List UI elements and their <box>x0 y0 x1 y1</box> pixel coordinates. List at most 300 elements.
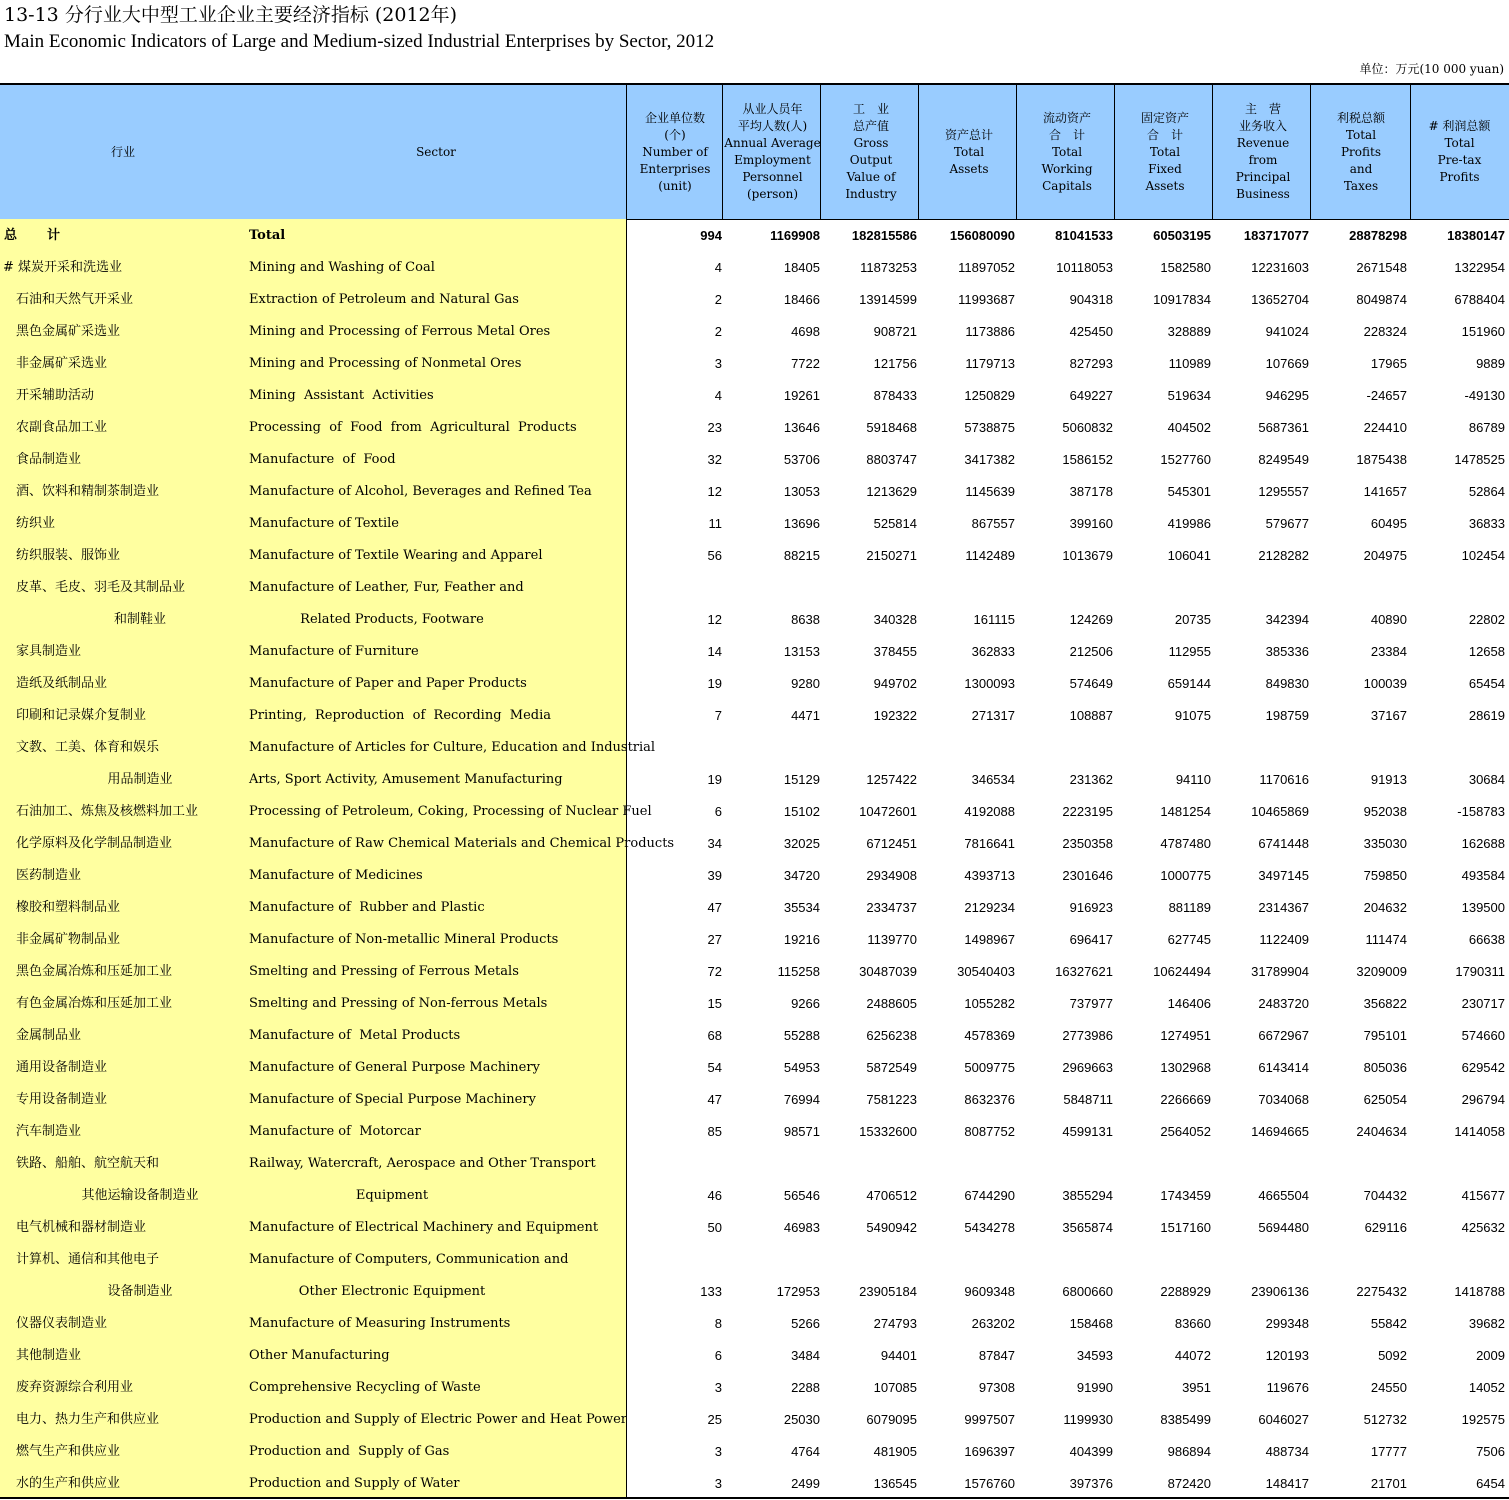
table-row <box>0 1340 1509 1372</box>
cell-employment: 13646 <box>783 420 820 435</box>
cell-pretax-profits: 36833 <box>1468 516 1505 531</box>
cell-enterprises: 47 <box>707 900 722 915</box>
sector-name-zh: 家具制造业 <box>16 644 82 659</box>
cell-fixed-assets: 872420 <box>1167 1476 1211 1491</box>
cell-pretax-profits: 1414058 <box>1454 1124 1505 1139</box>
header-employment: 从业人员年 平均人数(人) Annual Average Employment Personnel (person) <box>724 102 821 201</box>
cell-working-capitals: 4599131 <box>1062 1124 1113 1139</box>
cell-profits-taxes: 2404634 <box>1356 1124 1407 1139</box>
cell-revenue: 5694480 <box>1258 1220 1309 1235</box>
cell-profits-taxes: 356822 <box>1363 996 1407 1011</box>
cell-working-capitals: 124269 <box>1069 612 1113 627</box>
cell-fixed-assets: 1582580 <box>1160 260 1211 275</box>
header-revenue: 主 营 业务收入 Revenue from Principal Business <box>1235 102 1291 201</box>
sector-name-zh: 石油和天然气开采业 <box>16 292 134 307</box>
sector-name-zh: 设备制造业 <box>107 1284 173 1299</box>
sector-name-en: Mining Assistant Activities <box>249 388 434 403</box>
cell-profits-taxes: 91913 <box>1370 772 1407 787</box>
cell-enterprises: 23 <box>707 420 722 435</box>
cell-gross-output: 340328 <box>873 612 917 627</box>
cell-enterprises: 12 <box>707 612 722 627</box>
cell-total-assets: 5434278 <box>964 1220 1015 1235</box>
cell-gross-output: 6256238 <box>866 1028 917 1043</box>
sector-name-zh: 非金属矿采选业 <box>16 356 108 371</box>
cell-gross-output: 8803747 <box>866 452 917 467</box>
sector-name-en: Processing of Petroleum, Coking, Processing of Nuclear Fuel <box>249 804 652 819</box>
table-row <box>0 1468 1509 1500</box>
cell-pretax-profits: 102454 <box>1461 548 1505 563</box>
cell-revenue: 579677 <box>1265 516 1309 531</box>
cell-enterprises: 3 <box>714 1476 722 1491</box>
cell-fixed-assets: 2288929 <box>1160 1284 1211 1299</box>
cell-enterprises: 14 <box>707 644 722 659</box>
cell-enterprises: 3 <box>714 356 722 371</box>
cell-fixed-assets <box>1115 1244 1211 1276</box>
cell-enterprises: 133 <box>700 1284 722 1299</box>
cell-gross-output: 10472601 <box>859 804 917 819</box>
cell-fixed-assets: 328889 <box>1167 324 1211 339</box>
cell-pretax-profits: 6788404 <box>1454 292 1505 307</box>
sector-name-zh: 电气机械和器材制造业 <box>16 1220 147 1235</box>
table-row <box>0 604 1509 636</box>
cell-pretax-profits: 22802 <box>1468 612 1505 627</box>
table-header <box>0 85 1509 220</box>
sector-name-zh: 水的生产和供应业 <box>16 1476 121 1491</box>
sector-name-zh: 皮革、毛皮、羽毛及其制品业 <box>16 580 186 595</box>
table-row <box>0 700 1509 732</box>
cell-total-assets: 8087752 <box>964 1124 1015 1139</box>
cell-revenue: 385336 <box>1265 644 1309 659</box>
cell-working-capitals: 916923 <box>1069 900 1113 915</box>
cell-revenue: 23906136 <box>1251 1284 1309 1299</box>
cell-employment: 2499 <box>791 1476 820 1491</box>
sector-name-zh: 纺织服装、服饰业 <box>16 548 121 563</box>
cell-enterprises: 11 <box>708 516 722 531</box>
cell-gross-output: 481905 <box>873 1444 917 1459</box>
cell-enterprises: 2 <box>714 292 722 307</box>
cell-total-assets <box>919 732 1015 764</box>
cell-pretax-profits: 12658 <box>1468 644 1505 659</box>
table-row <box>0 636 1509 668</box>
cell-fixed-assets <box>1115 572 1211 604</box>
cell-employment: 76994 <box>783 1092 820 1107</box>
cell-total-assets: 4192088 <box>964 804 1015 819</box>
table-row <box>0 1436 1509 1468</box>
cell-employment: 9280 <box>791 676 820 691</box>
sector-name-en: Manufacture of Rubber and Plastic <box>249 900 485 915</box>
sector-name-zh: 电力、热力生产和供应业 <box>16 1412 160 1427</box>
cell-enterprises: 68 <box>707 1028 722 1043</box>
cell-revenue: 4665504 <box>1258 1188 1309 1203</box>
cell-pretax-profits: 629542 <box>1461 1060 1505 1075</box>
cell-revenue <box>1213 572 1309 604</box>
table-row <box>0 476 1509 508</box>
cell-employment: 25030 <box>783 1412 820 1427</box>
sector-name-zh: 废弃资源综合利用业 <box>16 1380 134 1395</box>
cell-revenue: 488734 <box>1265 1444 1309 1459</box>
cell-revenue: 31789904 <box>1251 964 1309 979</box>
table-row <box>0 860 1509 892</box>
cell-profits-taxes: 952038 <box>1363 804 1407 819</box>
sector-name-en: Processing of Food from Agricultural Products <box>249 420 577 435</box>
cell-profits-taxes: 2671548 <box>1356 260 1407 275</box>
cell-profits-taxes: 141657 <box>1363 484 1407 499</box>
cell-profits-taxes: 24550 <box>1370 1380 1407 1395</box>
table-row <box>0 988 1509 1020</box>
cell-employment: 19261 <box>783 388 820 403</box>
cell-employment: 115258 <box>777 964 820 979</box>
table-row <box>0 668 1509 700</box>
cell-working-capitals: 387178 <box>1069 484 1113 499</box>
cell-enterprises: 994 <box>700 228 722 243</box>
sector-name-en: Production and Supply of Gas <box>249 1444 450 1459</box>
cell-total-assets: 2129234 <box>964 900 1015 915</box>
cell-employment: 35534 <box>783 900 820 915</box>
table-row <box>0 1020 1509 1052</box>
table-row <box>0 380 1509 412</box>
cell-fixed-assets: 659144 <box>1167 676 1211 691</box>
sector-name-en: Manufacture of Special Purpose Machinery <box>249 1092 536 1107</box>
sector-name-zh: 化学原料及化学制品制造业 <box>16 836 173 851</box>
cell-total-assets: 1142489 <box>965 548 1015 563</box>
cell-fixed-assets: 1000775 <box>1160 868 1211 883</box>
cell-working-capitals: 91990 <box>1076 1380 1113 1395</box>
cell-gross-output: 107085 <box>873 1380 917 1395</box>
cell-profits-taxes: 704432 <box>1363 1188 1407 1203</box>
sector-name-zh: 农副食品加工业 <box>16 420 108 435</box>
sector-name-en: Manufacture of Non-metallic Mineral Products <box>249 932 559 947</box>
cell-working-capitals: 696417 <box>1069 932 1113 947</box>
cell-employment: 9266 <box>791 996 820 1011</box>
title-zh: 13-13 分行业大中型工业企业主要经济指标 (2012年) <box>4 4 458 26</box>
cell-profits-taxes: 21701 <box>1370 1476 1407 1491</box>
cell-gross-output: 5490942 <box>866 1220 917 1235</box>
sector-name-zh: 汽车制造业 <box>16 1124 82 1139</box>
cell-total-assets: 867557 <box>971 516 1015 531</box>
cell-employment: 13153 <box>783 644 820 659</box>
cell-fixed-assets: 986894 <box>1167 1444 1211 1459</box>
cell-profits-taxes: 3209009 <box>1356 964 1407 979</box>
sector-name-zh: 造纸及纸制品业 <box>16 676 108 691</box>
cell-employment <box>724 1148 820 1180</box>
cell-working-capitals: 1199930 <box>1063 1412 1113 1427</box>
sector-name-en: Mining and Processing of Nonmetal Ores <box>249 356 522 371</box>
cell-profits-taxes <box>1311 1244 1407 1276</box>
cell-pretax-profits: 30684 <box>1468 772 1505 787</box>
title-en: Main Economic Indicators of Large and Medium-sized Industrial Enterprises by Sector, 2012 <box>4 31 715 52</box>
sector-name-en: Manufacture of Computers, Communication and <box>249 1252 569 1267</box>
cell-fixed-assets: 1743459 <box>1160 1188 1211 1203</box>
cell-fixed-assets: 8385499 <box>1160 1412 1211 1427</box>
cell-fixed-assets: 2266669 <box>1160 1092 1211 1107</box>
cell-total-assets: 30540403 <box>957 964 1015 979</box>
cell-employment: 13053 <box>783 484 820 499</box>
header-profits-taxes: 利税总额 Total Profits and Taxes <box>1336 110 1385 193</box>
sector-name-en: Mining and Washing of Coal <box>249 260 435 275</box>
table-row <box>0 572 1509 604</box>
cell-employment <box>724 1244 820 1276</box>
table-row <box>0 1372 1509 1404</box>
sector-name-en: Manufacture of Electrical Machinery and Equipment <box>249 1220 599 1235</box>
cell-working-capitals: 231362 <box>1069 772 1113 787</box>
cell-fixed-assets: 106041 <box>1167 548 1211 563</box>
cell-profits-taxes: 1875438 <box>1356 452 1407 467</box>
cell-revenue <box>1213 732 1309 764</box>
cell-working-capitals: 397376 <box>1069 1476 1113 1491</box>
sector-name-zh: 纺织业 <box>16 516 56 531</box>
cell-gross-output: 121756 <box>873 356 917 371</box>
cell-employment: 4698 <box>791 324 820 339</box>
sector-name-en: Printing, Reproduction of Recording Media <box>249 708 552 723</box>
cell-pretax-profits: 66638 <box>1468 932 1505 947</box>
header-separator <box>820 85 821 219</box>
cell-gross-output: 525814 <box>873 516 917 531</box>
table-row <box>0 252 1509 284</box>
cell-enterprises: 12 <box>707 484 722 499</box>
cell-profits-taxes: 512732 <box>1363 1412 1407 1427</box>
cell-working-capitals: 3565874 <box>1062 1220 1113 1235</box>
table-row <box>0 924 1509 956</box>
cell-profits-taxes <box>1311 732 1407 764</box>
cell-profits-taxes: -24657 <box>1366 388 1407 403</box>
cell-fixed-assets: 3951 <box>1182 1380 1211 1395</box>
cell-working-capitals: 399160 <box>1069 516 1113 531</box>
cell-employment: 4471 <box>791 708 820 723</box>
cell-employment: 4764 <box>791 1444 820 1459</box>
table-row <box>0 764 1509 796</box>
cell-working-capitals: 2350358 <box>1062 836 1113 851</box>
cell-enterprises: 19 <box>707 772 722 787</box>
cell-revenue: 3497145 <box>1258 868 1309 883</box>
cell-gross-output: 30487039 <box>859 964 917 979</box>
cell-enterprises: 72 <box>707 964 722 979</box>
cell-fixed-assets: 60503195 <box>1153 228 1211 243</box>
sector-name-en: Manufacture of Medicines <box>249 868 423 883</box>
cell-enterprises: 56 <box>707 548 722 563</box>
cell-working-capitals: 2223195 <box>1062 804 1113 819</box>
cell-revenue: 299348 <box>1265 1316 1309 1331</box>
cell-fixed-assets: 627745 <box>1167 932 1211 947</box>
cell-revenue: 6143414 <box>1258 1060 1309 1075</box>
cell-profits-taxes: 111474 <box>1365 932 1407 947</box>
cell-working-capitals <box>1017 572 1113 604</box>
cell-revenue: 8249549 <box>1258 452 1309 467</box>
cell-total-assets: 87847 <box>978 1348 1015 1363</box>
cell-employment: 18466 <box>783 292 820 307</box>
sector-name-zh: 用品制造业 <box>107 772 173 787</box>
cell-revenue: 2483720 <box>1258 996 1309 1011</box>
cell-revenue <box>1213 1244 1309 1276</box>
cell-profits-taxes: 228324 <box>1363 324 1407 339</box>
cell-enterprises: 85 <box>707 1124 722 1139</box>
cell-fixed-assets: 44072 <box>1174 1348 1211 1363</box>
sector-name-en: Manufacture of Motorcar <box>249 1124 421 1139</box>
cell-pretax-profits: 574660 <box>1461 1028 1505 1043</box>
sector-name-zh: 仪器仪表制造业 <box>16 1316 108 1331</box>
cell-revenue: 6046027 <box>1258 1412 1309 1427</box>
cell-enterprises: 32 <box>707 452 722 467</box>
cell-revenue: 2314367 <box>1258 900 1309 915</box>
cell-gross-output: 274793 <box>873 1316 917 1331</box>
cell-fixed-assets: 1274951 <box>1160 1028 1211 1043</box>
cell-total-assets: 7816641 <box>964 836 1015 851</box>
cell-working-capitals: 10118053 <box>1056 260 1113 275</box>
cell-profits-taxes: 60495 <box>1370 516 1407 531</box>
cell-revenue: 10465869 <box>1251 804 1309 819</box>
cell-pretax-profits <box>1409 1148 1505 1180</box>
cell-gross-output: 878433 <box>873 388 917 403</box>
cell-employment: 56546 <box>783 1188 820 1203</box>
cell-employment: 53706 <box>783 452 820 467</box>
sector-name-en: Arts, Sport Activity, Amusement Manufacturing <box>249 772 563 787</box>
cell-fixed-assets: 1527760 <box>1160 452 1211 467</box>
cell-revenue: 12231603 <box>1251 260 1309 275</box>
table-row <box>0 1052 1509 1084</box>
sector-name-zh: 食品制造业 <box>16 452 82 467</box>
sector-name-en: Manufacture of Textile Wearing and Apparel <box>249 548 543 563</box>
cell-gross-output <box>821 572 917 604</box>
cell-employment: 5266 <box>791 1316 820 1331</box>
cell-profits-taxes: 5092 <box>1378 1348 1407 1363</box>
cell-enterprises: 25 <box>707 1412 722 1427</box>
cell-working-capitals: 212506 <box>1069 644 1113 659</box>
cell-total-assets: 1145639 <box>965 484 1015 499</box>
table-row <box>0 796 1509 828</box>
cell-pretax-profits: 230717 <box>1461 996 1505 1011</box>
header-sector-zh: 行业 <box>110 144 135 159</box>
header-enterprises: 企业单位数 (个) Number of Enterprises (unit) <box>639 110 711 193</box>
cell-working-capitals: 16327621 <box>1055 964 1113 979</box>
cell-enterprises: 15 <box>707 996 722 1011</box>
table-row <box>0 508 1509 540</box>
sector-name-zh: 石油加工、炼焦及核燃料加工业 <box>16 804 199 819</box>
sector-name-zh: 橡胶和塑料制品业 <box>16 900 121 915</box>
sector-name-zh: 非金属矿物制品业 <box>16 932 121 947</box>
cell-working-capitals: 737977 <box>1069 996 1113 1011</box>
cell-total-assets: 161115 <box>973 612 1015 627</box>
cell-revenue: 1295557 <box>1258 484 1309 499</box>
cell-enterprises: 3 <box>714 1444 722 1459</box>
cell-profits-taxes: 805036 <box>1363 1060 1407 1075</box>
cell-fixed-assets: 110989 <box>1168 356 1211 371</box>
cell-profits-taxes: 629116 <box>1364 1220 1407 1235</box>
cell-revenue: 2128282 <box>1258 548 1309 563</box>
cell-employment: 88215 <box>783 548 820 563</box>
cell-total-assets: 6744290 <box>964 1188 1015 1203</box>
cell-gross-output: 15332600 <box>859 1124 917 1139</box>
cell-working-capitals: 425450 <box>1069 324 1113 339</box>
cell-working-capitals <box>1017 1244 1113 1276</box>
sector-name-en: Related Products, Footware <box>300 612 484 627</box>
cell-enterprises: 54 <box>707 1060 722 1075</box>
cell-pretax-profits: 192575 <box>1461 1412 1505 1427</box>
table-row <box>0 1244 1509 1276</box>
sector-name-zh: 开采辅助活动 <box>16 388 95 403</box>
cell-employment <box>724 572 820 604</box>
header-separator <box>1016 85 1017 219</box>
cell-pretax-profits: 52864 <box>1468 484 1505 499</box>
cell-pretax-profits: 296794 <box>1461 1092 1505 1107</box>
cell-pretax-profits <box>1409 1244 1505 1276</box>
cell-revenue: 183717077 <box>1243 228 1309 243</box>
cell-fixed-assets: 91075 <box>1174 708 1211 723</box>
cell-profits-taxes: 17965 <box>1370 356 1407 371</box>
cell-employment: 32025 <box>783 836 820 851</box>
cell-enterprises: 8 <box>714 1316 722 1331</box>
cell-pretax-profits: 425632 <box>1461 1220 1505 1235</box>
table-row <box>0 1212 1509 1244</box>
cell-gross-output: 182815586 <box>851 228 917 243</box>
cell-total-assets: 1498967 <box>964 932 1015 947</box>
cell-employment: 98571 <box>783 1124 820 1139</box>
cell-gross-output: 4706512 <box>866 1188 917 1203</box>
cell-enterprises: 19 <box>707 676 722 691</box>
cell-profits-taxes: 204632 <box>1363 900 1407 915</box>
cell-gross-output: 949702 <box>873 676 917 691</box>
sector-name-zh: 其他制造业 <box>16 1348 82 1363</box>
cell-fixed-assets: 519634 <box>1167 388 1211 403</box>
cell-profits-taxes: 335030 <box>1363 836 1407 851</box>
cell-profits-taxes: 55842 <box>1370 1316 1407 1331</box>
sector-name-en: Equipment <box>355 1188 429 1203</box>
cell-profits-taxes: 625054 <box>1363 1092 1407 1107</box>
cell-revenue <box>1213 1148 1309 1180</box>
cell-employment: 15102 <box>783 804 820 819</box>
cell-gross-output: 2934908 <box>866 868 917 883</box>
cell-enterprises: 6 <box>714 1348 722 1363</box>
cell-revenue: 849830 <box>1265 676 1309 691</box>
cell-total-assets <box>919 1244 1015 1276</box>
cell-employment: 19216 <box>783 932 820 947</box>
cell-profits-taxes: 40890 <box>1370 612 1407 627</box>
table-row <box>0 1276 1509 1308</box>
cell-pretax-profits: 1790311 <box>1455 964 1505 979</box>
cell-total-assets: 1576760 <box>964 1476 1015 1491</box>
cell-gross-output: 2488605 <box>866 996 917 1011</box>
cell-pretax-profits <box>1409 572 1505 604</box>
sector-name-en: Extraction of Petroleum and Natural Gas <box>249 292 519 307</box>
cell-gross-output: 5872549 <box>866 1060 917 1075</box>
cell-profits-taxes: 224410 <box>1363 420 1407 435</box>
cell-working-capitals: 81041533 <box>1055 228 1113 243</box>
table-row <box>0 284 1509 316</box>
sector-name-en: Other Manufacturing <box>249 1348 390 1363</box>
cell-revenue: 13652704 <box>1251 292 1309 307</box>
cell-fixed-assets: 4787480 <box>1160 836 1211 851</box>
cell-working-capitals: 5060832 <box>1062 420 1113 435</box>
cell-total-assets: 11897052 <box>958 260 1015 275</box>
cell-revenue: 5687361 <box>1258 420 1309 435</box>
sector-name-en: Manufacture of Furniture <box>249 644 419 659</box>
sector-name-zh: 文教、工美、体育和娱乐 <box>16 740 160 755</box>
table-row <box>0 316 1509 348</box>
sector-name-zh: 印刷和记录媒介复制业 <box>16 708 147 723</box>
cell-total-assets: 9609348 <box>964 1284 1015 1299</box>
cell-revenue: 120193 <box>1265 1348 1309 1363</box>
cell-enterprises: 39 <box>707 868 722 883</box>
cell-gross-output: 94401 <box>880 1348 917 1363</box>
table-row <box>0 956 1509 988</box>
cell-pretax-profits: 1478525 <box>1454 452 1505 467</box>
sector-name-zh: # 煤炭开采和洗选业 <box>3 260 123 275</box>
cell-total-assets: 5738875 <box>964 420 1015 435</box>
cell-employment: 13696 <box>783 516 820 531</box>
cell-working-capitals: 1586152 <box>1062 452 1113 467</box>
cell-pretax-profits: -49130 <box>1464 388 1505 403</box>
cell-pretax-profits: 139500 <box>1461 900 1505 915</box>
cell-gross-output <box>821 1148 917 1180</box>
cell-employment: 3484 <box>791 1348 820 1363</box>
